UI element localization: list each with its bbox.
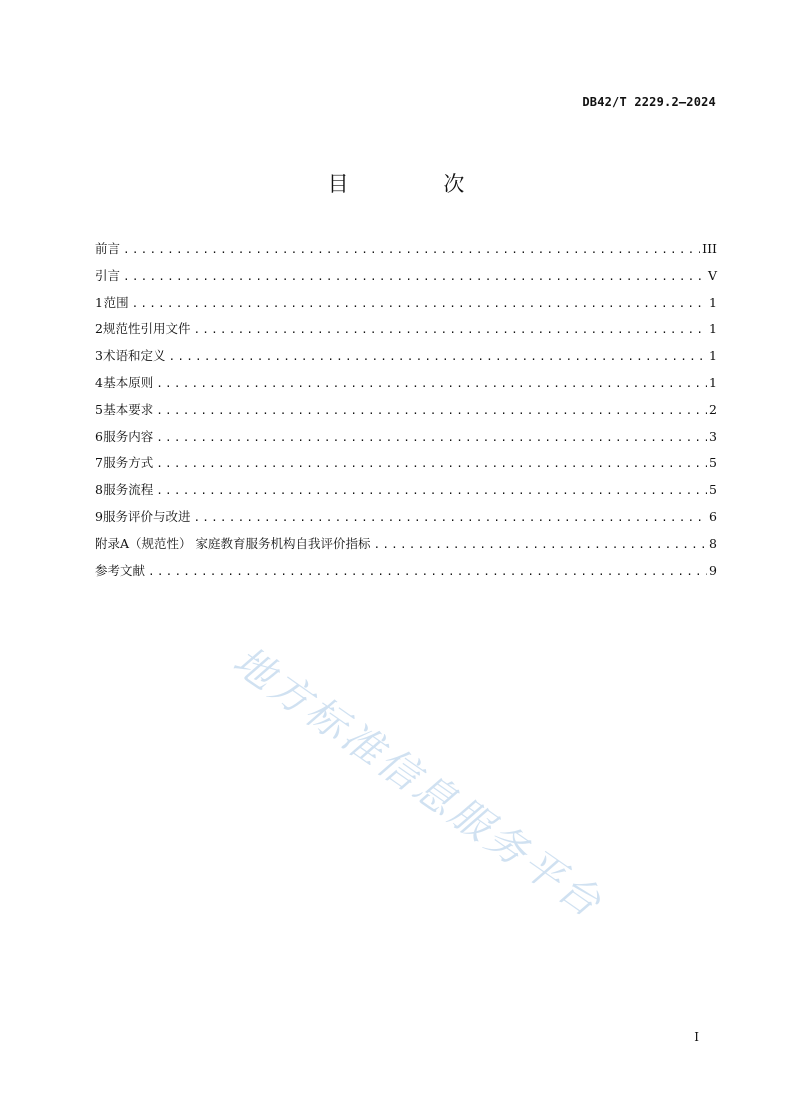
toc-entry-bibliography[interactable]	[95, 561, 717, 588]
toc-entry-terms-definitions[interactable]	[95, 346, 717, 373]
toc-entry-label: 参考文献	[95, 562, 146, 578]
toc-entry-label: 附录A（规范性） 家庭教育服务机构自我评价指标	[95, 535, 371, 551]
toc-entry-service-process[interactable]	[95, 480, 717, 507]
watermark: 地方标准信息服务平台	[224, 637, 612, 928]
toc-entry-number: 3	[95, 348, 103, 364]
toc-entry-basic-principles[interactable]	[95, 373, 717, 400]
toc-entry-page: V	[707, 267, 717, 283]
toc-list	[95, 239, 717, 587]
toc-entry-label: 服务评价与改进	[102, 508, 191, 524]
toc-entry-appendix-a[interactable]	[95, 534, 717, 561]
toc-leader-dots	[156, 454, 707, 474]
toc-entry-label: 术语和定义	[103, 348, 166, 364]
toc-entry-label: 基本要求	[103, 401, 154, 417]
toc-leader-dots	[156, 481, 707, 501]
toc-leader-dots	[148, 562, 707, 582]
toc-leader-dots	[132, 294, 707, 314]
toc-entry-label: 范围	[103, 294, 129, 310]
toc-entry-page: 6	[709, 508, 717, 524]
toc-entry-basic-requirements[interactable]	[95, 400, 717, 427]
toc-entry-number: 7	[95, 455, 103, 471]
toc-entry-label: 服务流程	[103, 482, 154, 498]
toc-entry-label: 服务方式	[103, 455, 154, 471]
toc-leader-dots	[169, 347, 707, 367]
toc-entry-page: 1	[709, 294, 717, 310]
toc-entry-service-evaluation[interactable]	[95, 507, 717, 534]
toc-entry-normative-references[interactable]	[95, 319, 717, 346]
toc-entry-page: 1	[709, 374, 717, 390]
toc-leader-dots	[193, 508, 707, 528]
toc-leader-dots	[156, 374, 707, 394]
toc-entry-number: 5	[95, 401, 103, 417]
toc-leader-dots	[374, 535, 707, 555]
toc-entry-number: 6	[95, 428, 103, 444]
toc-leader-dots	[193, 320, 707, 340]
toc-entry-page: 1	[709, 348, 717, 364]
toc-entry-label: 基本原则	[103, 374, 154, 390]
toc-entry-page: III	[702, 241, 717, 256]
toc-entry-service-content[interactable]	[95, 427, 717, 454]
toc-entry-page: 2	[709, 401, 717, 417]
toc-entry-page: 3	[709, 428, 717, 444]
toc-leader-dots	[123, 267, 706, 287]
toc-entry-number: 9	[95, 508, 103, 524]
toc-entry-page: 1	[709, 321, 717, 337]
toc-entry-label: 服务内容	[103, 428, 154, 444]
toc-leader-dots	[156, 428, 707, 448]
toc-entry-page: 9	[709, 562, 717, 578]
toc-entry-page: 8	[709, 535, 717, 551]
toc-entry-label: 规范性引用文件	[102, 321, 191, 337]
toc-entry-number: 8	[95, 482, 103, 498]
toc-entry-number: 2	[95, 321, 103, 337]
toc-entry-scope[interactable]	[95, 293, 717, 320]
toc-title: 目 次	[327, 172, 509, 196]
toc-leader-dots	[156, 401, 707, 421]
toc-leader-dots	[123, 240, 700, 260]
toc-entry-service-methods[interactable]	[95, 453, 717, 480]
toc-entry-label: 引言	[95, 267, 121, 283]
toc-entry-page: 5	[709, 455, 717, 471]
toc-entry-number: 4	[95, 374, 103, 390]
toc-entry-label: 前言	[95, 241, 121, 256]
page-number: I	[694, 1030, 699, 1044]
toc-entry-preface[interactable]	[95, 239, 717, 266]
toc-entry-number: 1	[95, 294, 103, 310]
toc-entry-introduction[interactable]	[95, 266, 717, 293]
toc-entry-page: 5	[709, 482, 717, 498]
document-code: DB42/T 2229.2—2024	[582, 95, 716, 109]
